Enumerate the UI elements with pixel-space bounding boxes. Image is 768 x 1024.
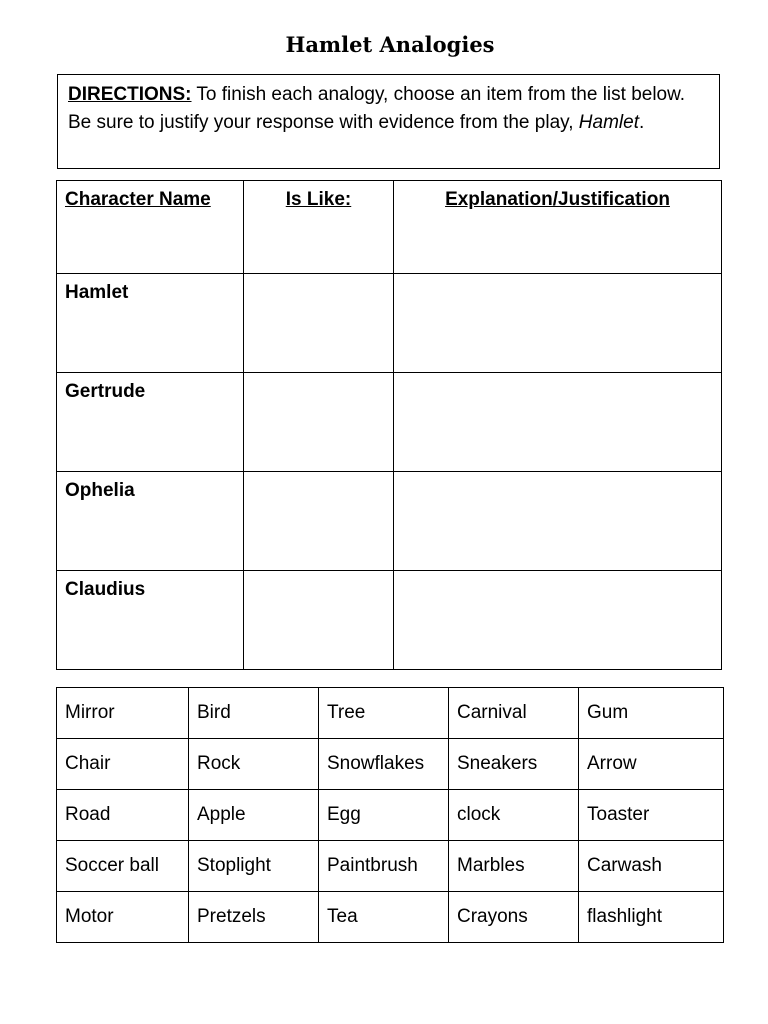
word-bank-item: Soccer ball xyxy=(57,841,189,892)
word-bank-item: Mirror xyxy=(57,688,189,739)
word-bank-item: Road xyxy=(57,790,189,841)
word-bank-item: Motor xyxy=(57,892,189,943)
word-bank-item: Tea xyxy=(319,892,449,943)
word-bank-item: Apple xyxy=(189,790,319,841)
word-bank-item: Gum xyxy=(579,688,724,739)
is-like-cell[interactable] xyxy=(244,472,394,571)
analogy-table xyxy=(56,180,722,670)
table-row xyxy=(57,739,724,790)
word-bank-item: Toaster xyxy=(579,790,724,841)
is-like-cell[interactable] xyxy=(244,274,394,373)
character-name-cell: Claudius xyxy=(57,571,244,670)
word-bank-item: Snowflakes xyxy=(319,739,449,790)
word-bank-item: clock xyxy=(449,790,579,841)
word-bank-item: Egg xyxy=(319,790,449,841)
is-like-cell[interactable] xyxy=(244,373,394,472)
word-bank-item: Carnival xyxy=(449,688,579,739)
word-bank-item: Tree xyxy=(319,688,449,739)
word-bank-item: Arrow xyxy=(579,739,724,790)
table-row xyxy=(57,373,722,472)
explanation-cell[interactable] xyxy=(394,571,722,670)
word-bank-item: Sneakers xyxy=(449,739,579,790)
table-row xyxy=(57,571,722,670)
word-bank-table xyxy=(56,687,724,943)
word-bank-item: Paintbrush xyxy=(319,841,449,892)
play-title: Hamlet xyxy=(578,112,639,133)
word-bank-item: Marbles xyxy=(449,841,579,892)
table-row xyxy=(57,274,722,373)
analogy-header-row xyxy=(57,181,722,274)
word-bank-item: Carwash xyxy=(579,841,724,892)
explanation-cell[interactable] xyxy=(394,274,722,373)
table-row xyxy=(57,892,724,943)
word-bank-item: Rock xyxy=(189,739,319,790)
word-bank-item: Bird xyxy=(189,688,319,739)
page-title: Hamlet Analogies xyxy=(285,32,495,57)
word-bank-item: Crayons xyxy=(449,892,579,943)
word-bank-item: Stoplight xyxy=(189,841,319,892)
is-like-cell[interactable] xyxy=(244,571,394,670)
character-name-cell: Gertrude xyxy=(57,373,244,472)
word-bank-item: Pretzels xyxy=(189,892,319,943)
header-explanation: Explanation/Justification xyxy=(394,181,722,274)
header-character-name: Character Name xyxy=(57,181,244,274)
header-is-like: Is Like: xyxy=(244,181,394,274)
word-bank-item: Chair xyxy=(57,739,189,790)
explanation-cell[interactable] xyxy=(394,373,722,472)
table-row xyxy=(57,688,724,739)
word-bank-item: flashlight xyxy=(579,892,724,943)
table-row xyxy=(57,472,722,571)
table-row xyxy=(57,790,724,841)
directions-label: DIRECTIONS: xyxy=(68,84,192,105)
explanation-cell[interactable] xyxy=(394,472,722,571)
directions-text: To finish each analogy, choose an item from the list below. Be sure to justify your response with evidence from the play, xyxy=(68,84,686,133)
table-row xyxy=(57,841,724,892)
directions-box xyxy=(57,74,720,169)
character-name-cell: Ophelia xyxy=(57,472,244,571)
directions-end: . xyxy=(638,112,645,133)
character-name-cell: Hamlet xyxy=(57,274,244,373)
